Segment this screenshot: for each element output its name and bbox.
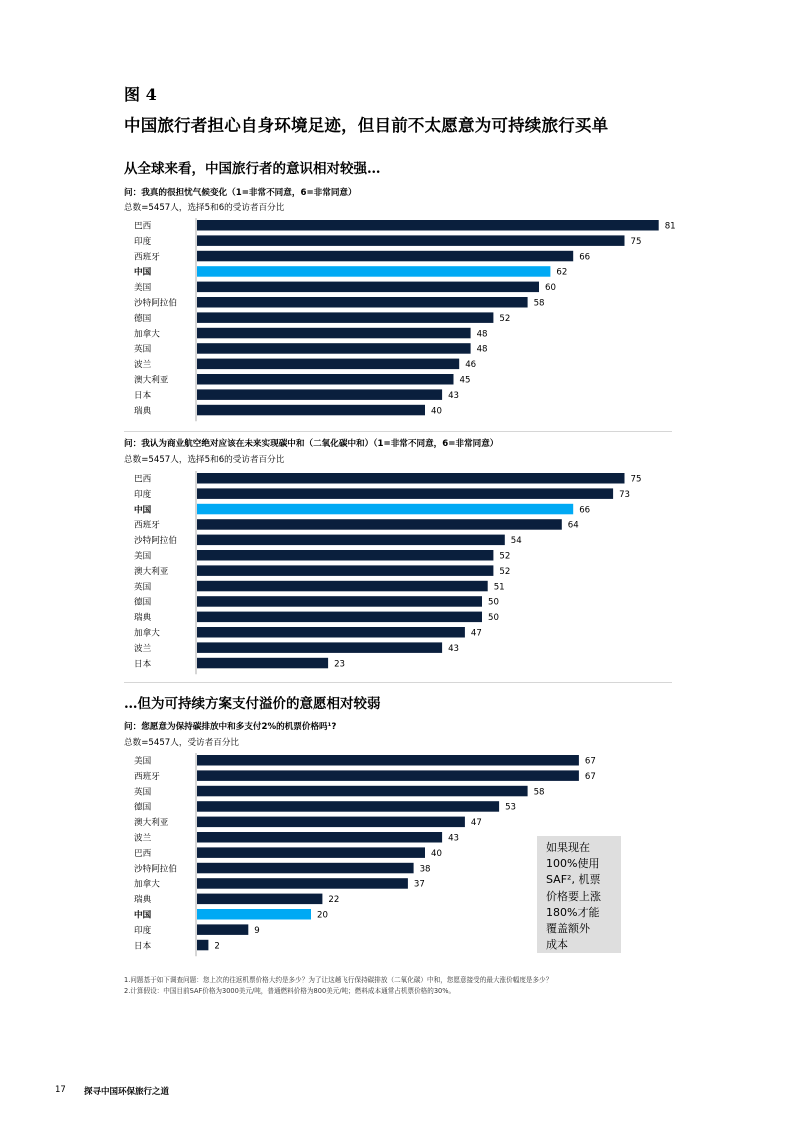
value-label: 38 (419, 864, 431, 875)
bar (197, 627, 465, 638)
bar (197, 894, 322, 905)
section-title-willingness: …但为可持续方案支付溢价的意愿相对较弱 (124, 696, 381, 712)
value-label: 9 (254, 925, 260, 936)
value-label: 75 (630, 474, 642, 485)
callout-line: 180%才能 (546, 905, 600, 919)
section-title-awareness: 从全球来看，中国旅行者的意识相对较强… (124, 161, 381, 177)
bar (197, 924, 248, 935)
bar-highlight (197, 504, 573, 515)
category-label: 中国 (134, 267, 152, 278)
figure-title: 中国旅行者担心自身环境足迹，但目前不太愿意为可持续旅行买单 (124, 116, 609, 135)
category-label: 瑞典 (134, 895, 152, 906)
category-label: 巴西 (134, 848, 152, 859)
value-label: 48 (476, 344, 488, 355)
category-label: 印度 (134, 236, 152, 247)
category-label: 瑞典 (134, 406, 152, 417)
bar (197, 535, 505, 546)
value-label: 20 (317, 910, 328, 921)
value-label: 60 (545, 283, 556, 294)
category-label: 西班牙 (134, 520, 160, 531)
chart1-question: 问：我真的很担忧气候变化（1=非常不同意，6=非常同意） (124, 188, 357, 198)
bar (197, 312, 493, 323)
category-label: 中国 (134, 910, 152, 921)
value-label: 67 (584, 771, 596, 782)
bar (197, 565, 493, 576)
bar (197, 220, 659, 231)
bar (197, 389, 442, 400)
value-label: 50 (488, 613, 499, 624)
category-label: 英国 (134, 787, 152, 798)
value-label: 40 (431, 848, 442, 859)
value-label: 43 (448, 643, 460, 654)
bar (197, 642, 442, 653)
category-label: 澳大利亚 (134, 566, 169, 577)
category-label: 加拿大 (134, 879, 160, 890)
figure-label: 图 4 (124, 85, 157, 104)
bar (197, 473, 625, 484)
bar (197, 755, 579, 766)
bar (197, 550, 493, 561)
category-label: 西班牙 (134, 771, 160, 782)
bar (197, 405, 425, 416)
category-label: 美国 (134, 756, 152, 767)
category-label: 澳大利亚 (134, 375, 169, 386)
publication-title: 探寻中国环保旅行之道 (84, 1087, 170, 1097)
value-label: 47 (470, 628, 482, 639)
value-label: 40 (431, 406, 442, 417)
bar (197, 235, 625, 246)
value-label: 58 (533, 787, 545, 798)
page-number: 17 (55, 1085, 66, 1095)
bar (197, 581, 488, 592)
category-label: 日本 (134, 659, 152, 670)
value-label: 43 (448, 390, 460, 401)
category-label: 波兰 (134, 833, 152, 844)
category-label: 美国 (134, 551, 152, 562)
bar (197, 863, 414, 874)
category-label: 加拿大 (134, 628, 160, 639)
value-label: 43 (448, 833, 460, 844)
callout-line: 100%使用 (546, 857, 600, 871)
bar (197, 786, 528, 797)
category-label: 英国 (134, 582, 152, 593)
value-label: 64 (567, 520, 579, 531)
callout-line: 成本 (546, 938, 568, 952)
saf-callout (537, 836, 621, 953)
bar (197, 658, 328, 669)
bar-highlight (197, 266, 550, 277)
bar (197, 374, 454, 385)
category-label: 巴西 (134, 221, 152, 232)
value-label: 66 (579, 505, 591, 516)
value-label: 75 (630, 236, 642, 247)
category-label: 波兰 (134, 643, 152, 654)
value-label: 73 (619, 489, 631, 500)
bar (197, 359, 459, 370)
value-label: 53 (505, 802, 517, 813)
value-label: 37 (413, 879, 425, 890)
category-label: 瑞典 (134, 613, 152, 624)
bar (197, 488, 613, 499)
category-label: 日本 (134, 390, 152, 401)
value-label: 67 (584, 756, 596, 767)
category-label: 巴西 (134, 474, 152, 485)
bar (197, 612, 482, 623)
bar (197, 519, 562, 530)
category-label: 加拿大 (134, 329, 160, 340)
callout-line: 覆盖额外 (546, 922, 590, 936)
footnote-1: 1.问题基于如下调查问题：您上次的往返机票价格大约是多少？为了让这趟飞行保持碳排放（二氧化碳）中和，您愿意接受的最大涨价幅度是多少？ (124, 976, 553, 984)
bar (197, 817, 465, 828)
value-label: 54 (510, 536, 522, 547)
category-label: 印度 (134, 925, 152, 936)
bar (197, 251, 573, 261)
bar (197, 328, 471, 339)
value-label: 22 (328, 895, 340, 906)
value-label: 62 (556, 267, 568, 278)
bar (197, 297, 528, 308)
category-label: 英国 (134, 344, 152, 355)
value-label: 45 (459, 375, 471, 386)
chart2-base: 总数=5457人，选择5和6的受访者百分比 (124, 455, 285, 465)
bar (197, 282, 539, 293)
chart3-pay-premium (0, 755, 793, 961)
chart3-base: 总数=5457人，受访者百分比 (124, 738, 240, 748)
category-label: 德国 (134, 802, 152, 813)
bar-highlight (197, 909, 311, 920)
value-label: 52 (499, 551, 511, 562)
bar (197, 832, 442, 843)
chart2-question: 问：我认为商业航空绝对应该在未来实现碳中和（二氧化碳中和）（1=非常不同意，6=非常同意） (124, 439, 499, 449)
category-label: 德国 (134, 313, 152, 324)
value-label: 52 (499, 313, 511, 324)
value-label: 48 (476, 329, 488, 340)
value-label: 47 (470, 818, 482, 829)
value-label: 50 (488, 597, 499, 608)
category-label: 日本 (134, 941, 152, 952)
category-label: 中国 (134, 505, 152, 516)
value-label: 23 (334, 659, 346, 670)
category-label: 澳大利亚 (134, 818, 169, 829)
callout-line: 价格要上涨 (546, 889, 601, 903)
divider (124, 682, 672, 683)
value-label: 46 (465, 360, 477, 371)
bar (197, 343, 471, 354)
category-label: 沙特阿拉伯 (134, 864, 177, 875)
category-label: 印度 (134, 489, 152, 500)
category-label: 波兰 (134, 360, 152, 371)
callout-line: 如果现在 (546, 841, 590, 854)
category-label: 德国 (134, 597, 152, 608)
bar (197, 847, 425, 858)
value-label: 52 (499, 566, 511, 577)
value-label: 58 (533, 298, 545, 309)
chart1-climate-concern (0, 220, 793, 426)
category-label: 美国 (134, 283, 152, 294)
category-label: 沙特阿拉伯 (134, 536, 177, 547)
category-label: 沙特阿拉伯 (134, 298, 177, 309)
bar (197, 770, 579, 781)
value-label: 2 (214, 941, 220, 952)
category-label: 西班牙 (134, 252, 160, 263)
bar (197, 801, 499, 812)
callout-line: SAF², 机票 (546, 873, 601, 887)
chart2-carbon-neutral-aviation (0, 473, 793, 679)
chart1-base: 总数=5457人，选择5和6的受访者百分比 (124, 203, 285, 213)
value-label: 51 (493, 582, 505, 593)
value-label: 66 (579, 252, 591, 263)
bar (197, 878, 408, 889)
footnote-2: 2.计算假设：中国目前SAF价格为3000美元/吨，普通燃料价格为800美元/吨；燃料成本通常占机票价格的30%。 (124, 987, 456, 995)
chart3-question: 问：您愿意为保持碳排放中和多支付2%的机票价格吗¹? (124, 722, 337, 732)
divider (124, 431, 672, 432)
bar (197, 596, 482, 607)
bar (197, 940, 208, 951)
value-label: 81 (664, 221, 676, 232)
